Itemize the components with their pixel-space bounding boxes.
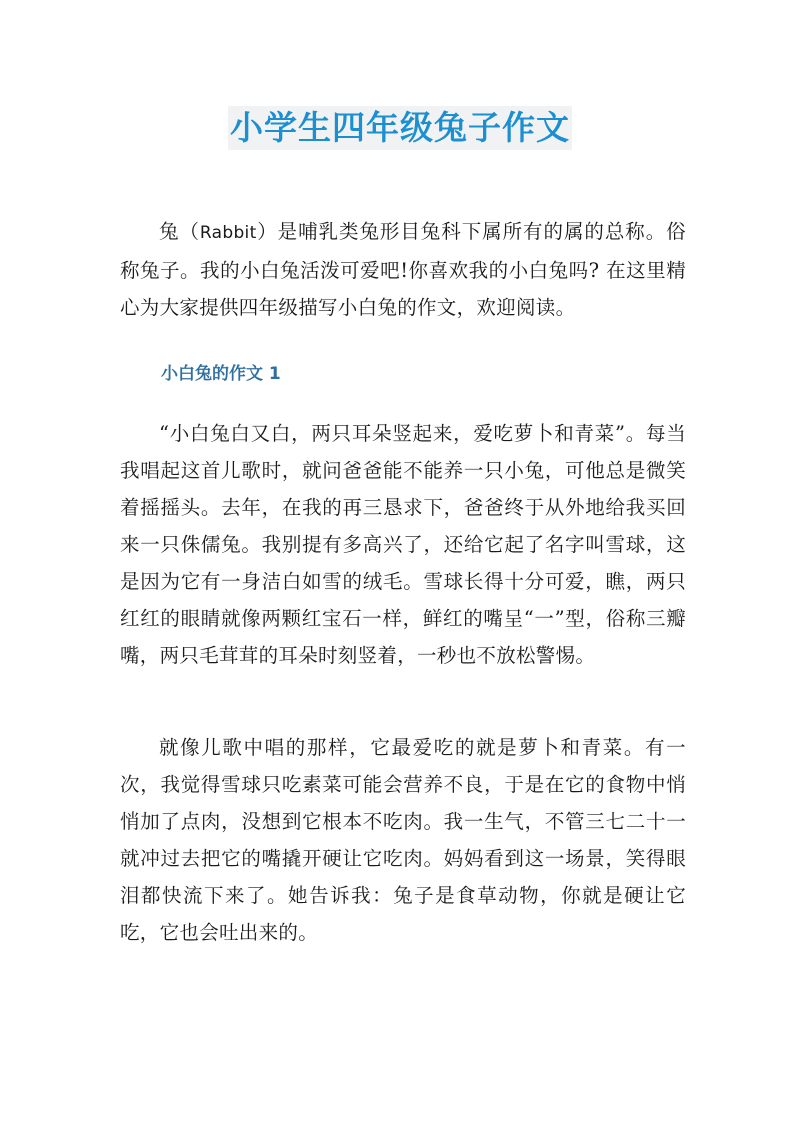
intro-paragraph bbox=[120, 213, 686, 326]
intro-prefix: 兔（ bbox=[159, 220, 200, 243]
document-title: 小学生四年级兔子作文 bbox=[228, 106, 572, 150]
intro-latin-term: Rabbit bbox=[199, 223, 257, 243]
title-container bbox=[0, 106, 800, 150]
intro-suffix: ）是哺乳类兔形目兔科下属所有的属的总称。俗称兔子。我的小白兔活泼可爱吧!你喜欢我的小白兔吗? 在这里精心为大家提供四年级描写小白兔的作文，欢迎阅读。 bbox=[120, 220, 686, 319]
body-paragraph-1: “小白兔白又白，两只耳朵竖起来，爱吃萝卜和青菜”。每当我唱起这首儿歌时，就问爸爸能不能养一只小兔，可他总是微笑着摇摇头。去年，在我的再三恳求下，爸爸终于从外地给我买回来一只侏儒兔。我别提有多高兴了，还给它起了名字叫雪球，这是因为它有一身洁白如雪的绒毛。雪球长得十分可爱，瞧，两只红红的眼睛就像两颗红宝石一样，鲜红的嘴呈“一”型，俗称三瓣嘴，两只毛茸茸的耳朵时刻竖着，一秒也不放松警惕。 bbox=[120, 422, 686, 667]
body-paragraph-2: 就像儿歌中唱的那样，它最爱吃的就是萝卜和青菜。有一次，我觉得雪球只吃素菜可能会营养不良，于是在它的食物中悄悄加了点肉，没想到它根本不吃肉。我一生气，不管三七二十一就冲过去把它的嘴撬开硬让它吃肉。妈妈看到这一场景，笑得眼泪都快流下来了。她告诉我：兔子是食草动物，你就是硬让它吃，它也会吐出来的。 bbox=[120, 736, 686, 944]
section-heading: 小白兔的作文 1 bbox=[161, 364, 281, 384]
